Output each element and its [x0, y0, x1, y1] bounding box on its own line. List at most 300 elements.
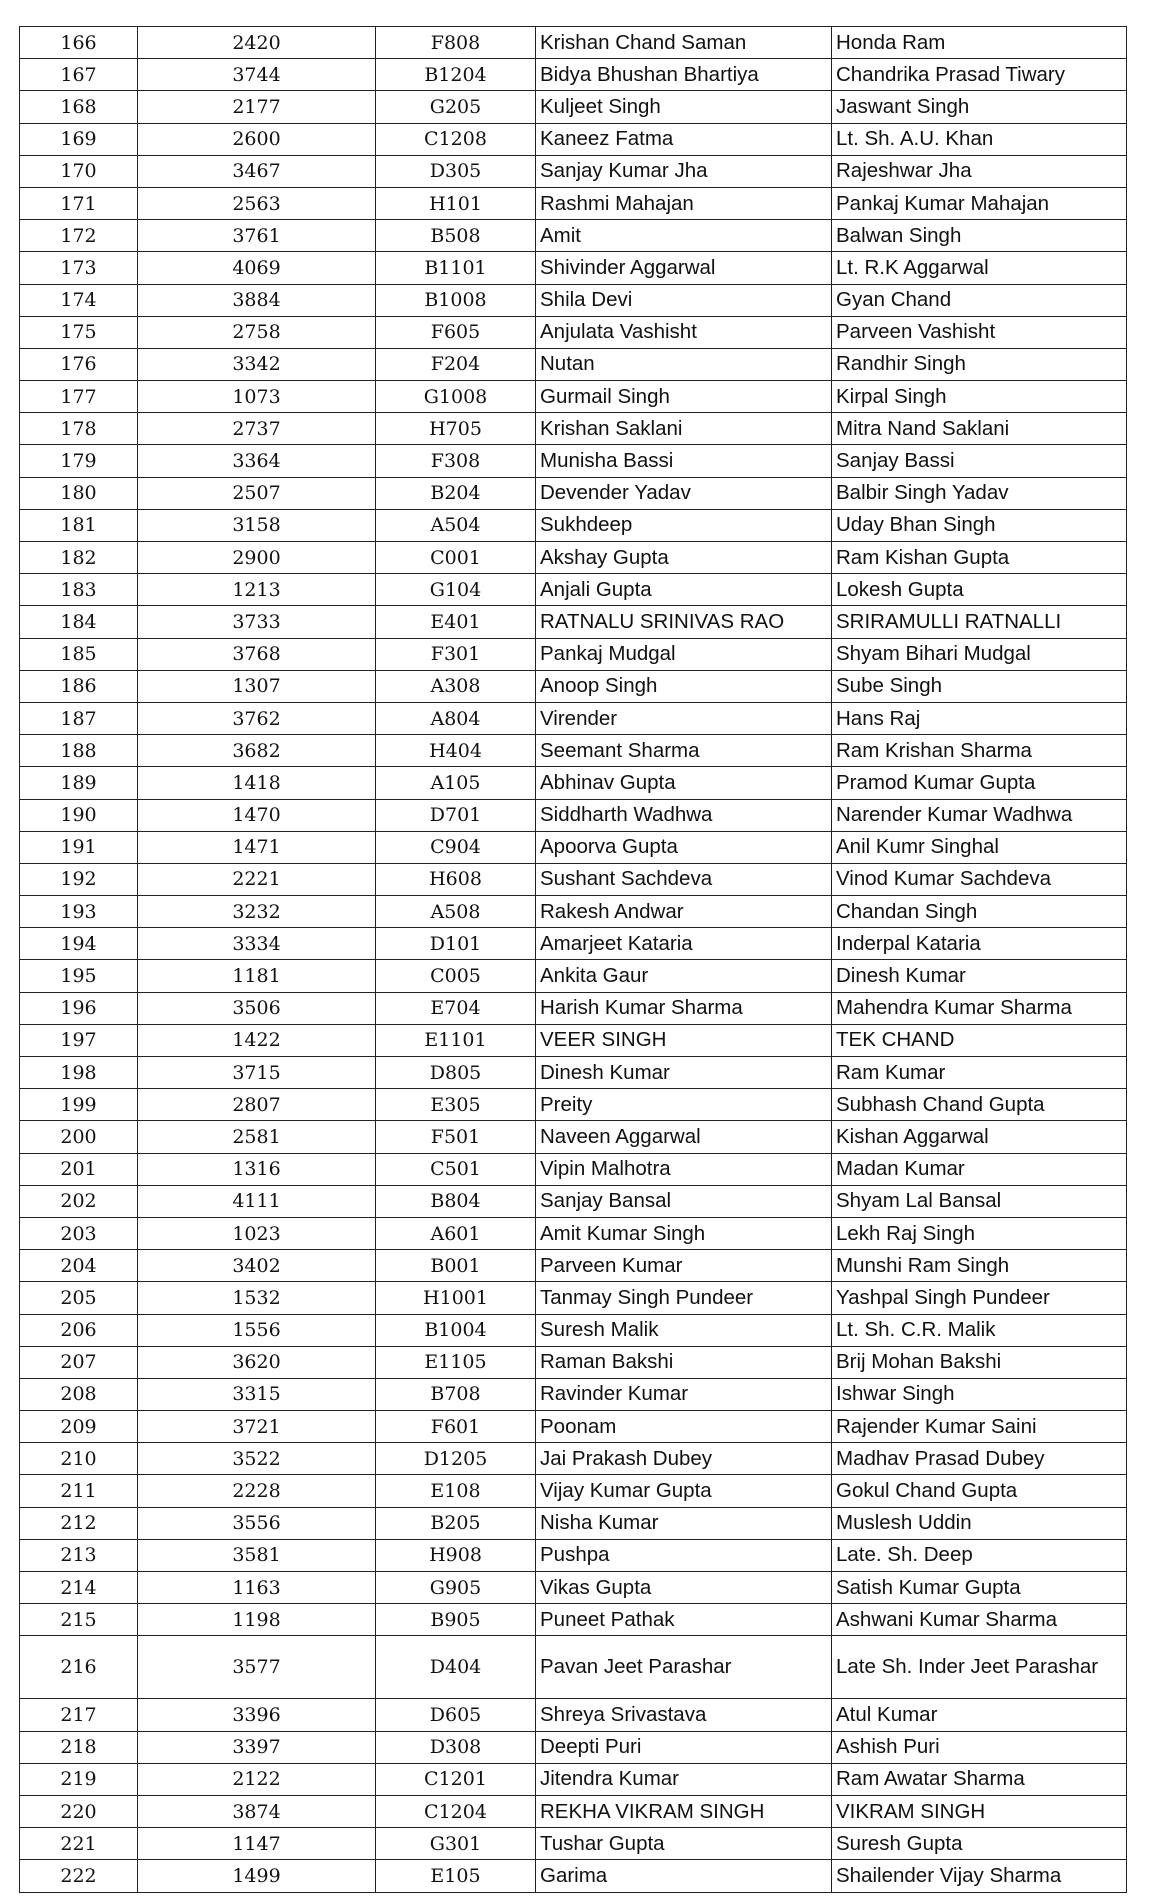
table-row [20, 348, 1127, 380]
serial-number-cell: 192 [20, 863, 138, 895]
flat-number-cell: E1101 [376, 1024, 536, 1056]
member-name-cell: Suresh Malik [536, 1314, 832, 1346]
serial-number-cell: 213 [20, 1539, 138, 1571]
flat-number-cell: F601 [376, 1411, 536, 1443]
member-list-table [19, 26, 1127, 1893]
table-row [20, 155, 1127, 187]
father-husband-name-cell: Shyam Bihari Mudgal [832, 638, 1127, 670]
table-row [20, 1604, 1127, 1636]
table-row [20, 1282, 1127, 1314]
father-husband-name-cell: Gokul Chand Gupta [832, 1475, 1127, 1507]
father-husband-name-cell: Rajeshwar Jha [832, 155, 1127, 187]
flat-number-cell: F808 [376, 27, 536, 59]
flat-number-cell: B1008 [376, 284, 536, 316]
table-row [20, 91, 1127, 123]
table-row [20, 1795, 1127, 1827]
table-row [20, 1217, 1127, 1249]
member-id-cell: 1073 [138, 381, 376, 413]
member-id-cell: 1556 [138, 1314, 376, 1346]
member-name-cell: Pushpa [536, 1539, 832, 1571]
serial-number-cell: 209 [20, 1411, 138, 1443]
serial-number-cell: 168 [20, 91, 138, 123]
table-row [20, 284, 1127, 316]
serial-number-cell: 207 [20, 1346, 138, 1378]
father-husband-name-cell: Kirpal Singh [832, 381, 1127, 413]
flat-number-cell: B905 [376, 1604, 536, 1636]
member-name-cell: Krishan Chand Saman [536, 27, 832, 59]
father-husband-name-cell: Chandan Singh [832, 896, 1127, 928]
serial-number-cell: 171 [20, 187, 138, 219]
serial-number-cell: 201 [20, 1153, 138, 1185]
flat-number-cell: B204 [376, 477, 536, 509]
flat-number-cell: D404 [376, 1636, 536, 1699]
flat-number-cell: H705 [376, 413, 536, 445]
member-name-cell: Shivinder Aggarwal [536, 252, 832, 284]
member-name-cell: Rakesh Andwar [536, 896, 832, 928]
flat-number-cell: H1001 [376, 1282, 536, 1314]
table-row [20, 831, 1127, 863]
father-husband-name-cell: Late Sh. Inder Jeet Parashar [832, 1636, 1127, 1699]
member-name-cell: Sanjay Bansal [536, 1185, 832, 1217]
member-id-cell: 1163 [138, 1572, 376, 1604]
serial-number-cell: 195 [20, 960, 138, 992]
flat-number-cell: B1004 [376, 1314, 536, 1346]
member-name-cell: Ravinder Kumar [536, 1378, 832, 1410]
member-id-cell: 3396 [138, 1699, 376, 1731]
flat-number-cell: C904 [376, 831, 536, 863]
serial-number-cell: 182 [20, 542, 138, 574]
table-row [20, 1443, 1127, 1475]
flat-number-cell: H908 [376, 1539, 536, 1571]
table-row [20, 992, 1127, 1024]
father-husband-name-cell: Parveen Vashisht [832, 316, 1127, 348]
member-id-cell: 3682 [138, 735, 376, 767]
serial-number-cell: 181 [20, 509, 138, 541]
member-id-cell: 3744 [138, 59, 376, 91]
serial-number-cell: 198 [20, 1057, 138, 1089]
table-row [20, 187, 1127, 219]
serial-number-cell: 183 [20, 574, 138, 606]
member-id-cell: 3733 [138, 606, 376, 638]
member-name-cell: Amit [536, 220, 832, 252]
table-row [20, 1699, 1127, 1731]
table-row [20, 702, 1127, 734]
father-husband-name-cell: Ram Kishan Gupta [832, 542, 1127, 574]
flat-number-cell: C001 [376, 542, 536, 574]
flat-number-cell: E305 [376, 1089, 536, 1121]
table-row [20, 1731, 1127, 1763]
member-id-cell: 3158 [138, 509, 376, 541]
flat-number-cell: B1101 [376, 252, 536, 284]
serial-number-cell: 187 [20, 702, 138, 734]
flat-number-cell: E401 [376, 606, 536, 638]
father-husband-name-cell: Anil Kumr Singhal [832, 831, 1127, 863]
member-name-cell: Jai Prakash Dubey [536, 1443, 832, 1475]
serial-number-cell: 172 [20, 220, 138, 252]
flat-number-cell: H101 [376, 187, 536, 219]
table-row [20, 1636, 1127, 1699]
flat-number-cell: E108 [376, 1475, 536, 1507]
serial-number-cell: 177 [20, 381, 138, 413]
table-row [20, 1057, 1127, 1089]
member-id-cell: 1471 [138, 831, 376, 863]
member-id-cell: 2221 [138, 863, 376, 895]
member-name-cell: VEER SINGH [536, 1024, 832, 1056]
flat-number-cell: G1008 [376, 381, 536, 413]
serial-number-cell: 221 [20, 1828, 138, 1860]
member-name-cell: Shila Devi [536, 284, 832, 316]
serial-number-cell: 175 [20, 316, 138, 348]
table-row [20, 735, 1127, 767]
table-row [20, 123, 1127, 155]
member-name-cell: Shreya Srivastava [536, 1699, 832, 1731]
member-id-cell: 3467 [138, 155, 376, 187]
flat-number-cell: D305 [376, 155, 536, 187]
flat-number-cell: E105 [376, 1860, 536, 1892]
serial-number-cell: 215 [20, 1604, 138, 1636]
member-name-cell: RATNALU SRINIVAS RAO [536, 606, 832, 638]
father-husband-name-cell: Ashish Puri [832, 1731, 1127, 1763]
table-row [20, 252, 1127, 284]
serial-number-cell: 178 [20, 413, 138, 445]
member-id-cell: 3581 [138, 1539, 376, 1571]
member-id-cell: 3768 [138, 638, 376, 670]
father-husband-name-cell: Pramod Kumar Gupta [832, 767, 1127, 799]
flat-number-cell: G104 [376, 574, 536, 606]
serial-number-cell: 212 [20, 1507, 138, 1539]
table-row [20, 413, 1127, 445]
serial-number-cell: 217 [20, 1699, 138, 1731]
father-husband-name-cell: Lokesh Gupta [832, 574, 1127, 606]
table-row [20, 1378, 1127, 1410]
member-name-cell: Nutan [536, 348, 832, 380]
flat-number-cell: B001 [376, 1250, 536, 1282]
serial-number-cell: 216 [20, 1636, 138, 1699]
member-id-cell: 1181 [138, 960, 376, 992]
member-id-cell: 3522 [138, 1443, 376, 1475]
table-row [20, 1121, 1127, 1153]
member-id-cell: 3884 [138, 284, 376, 316]
flat-number-cell: E704 [376, 992, 536, 1024]
member-name-cell: Sukhdeep [536, 509, 832, 541]
father-husband-name-cell: Shyam Lal Bansal [832, 1185, 1127, 1217]
father-husband-name-cell: Muslesh Uddin [832, 1507, 1127, 1539]
member-id-cell: 2737 [138, 413, 376, 445]
flat-number-cell: A105 [376, 767, 536, 799]
serial-number-cell: 206 [20, 1314, 138, 1346]
member-name-cell: Preity [536, 1089, 832, 1121]
member-id-cell: 2600 [138, 123, 376, 155]
flat-number-cell: D605 [376, 1699, 536, 1731]
member-id-cell: 3397 [138, 1731, 376, 1763]
member-name-cell: Siddharth Wadhwa [536, 799, 832, 831]
member-id-cell: 3874 [138, 1795, 376, 1827]
member-id-cell: 3761 [138, 220, 376, 252]
table-row [20, 1185, 1127, 1217]
flat-number-cell: F204 [376, 348, 536, 380]
serial-number-cell: 189 [20, 767, 138, 799]
father-husband-name-cell: Ram Kumar [832, 1057, 1127, 1089]
serial-number-cell: 208 [20, 1378, 138, 1410]
member-name-cell: Munisha Bassi [536, 445, 832, 477]
father-husband-name-cell: Late. Sh. Deep [832, 1539, 1127, 1571]
member-id-cell: 3721 [138, 1411, 376, 1443]
member-name-cell: Vipin Malhotra [536, 1153, 832, 1185]
father-husband-name-cell: Ashwani Kumar Sharma [832, 1604, 1127, 1636]
member-name-cell: Akshay Gupta [536, 542, 832, 574]
serial-number-cell: 193 [20, 896, 138, 928]
table-row [20, 1346, 1127, 1378]
flat-number-cell: C1208 [376, 123, 536, 155]
member-id-cell: 2420 [138, 27, 376, 59]
serial-number-cell: 203 [20, 1217, 138, 1249]
serial-number-cell: 210 [20, 1443, 138, 1475]
father-husband-name-cell: Rajender Kumar Saini [832, 1411, 1127, 1443]
member-id-cell: 1307 [138, 670, 376, 702]
member-name-cell: Sanjay Kumar Jha [536, 155, 832, 187]
father-husband-name-cell: Hans Raj [832, 702, 1127, 734]
father-husband-name-cell: Madhav Prasad Dubey [832, 1443, 1127, 1475]
father-husband-name-cell: Ram Awatar Sharma [832, 1763, 1127, 1795]
table-row [20, 509, 1127, 541]
member-id-cell: 3364 [138, 445, 376, 477]
member-name-cell: Gurmail Singh [536, 381, 832, 413]
father-husband-name-cell: Lekh Raj Singh [832, 1217, 1127, 1249]
serial-number-cell: 186 [20, 670, 138, 702]
father-husband-name-cell: Suresh Gupta [832, 1828, 1127, 1860]
father-husband-name-cell: Chandrika Prasad Tiwary [832, 59, 1127, 91]
table-row [20, 1024, 1127, 1056]
father-husband-name-cell: Pankaj Kumar Mahajan [832, 187, 1127, 219]
member-id-cell: 2758 [138, 316, 376, 348]
member-name-cell: Tanmay Singh Pundeer [536, 1282, 832, 1314]
member-id-cell: 1198 [138, 1604, 376, 1636]
member-name-cell: Rashmi Mahajan [536, 187, 832, 219]
flat-number-cell: B708 [376, 1378, 536, 1410]
father-husband-name-cell: Gyan Chand [832, 284, 1127, 316]
member-id-cell: 1422 [138, 1024, 376, 1056]
serial-number-cell: 180 [20, 477, 138, 509]
father-husband-name-cell: Madan Kumar [832, 1153, 1127, 1185]
flat-number-cell: D1205 [376, 1443, 536, 1475]
father-husband-name-cell: Sube Singh [832, 670, 1127, 702]
member-name-cell: Harish Kumar Sharma [536, 992, 832, 1024]
member-id-cell: 1023 [138, 1217, 376, 1249]
table-row [20, 960, 1127, 992]
table-row [20, 1572, 1127, 1604]
member-name-cell: Apoorva Gupta [536, 831, 832, 863]
father-husband-name-cell: TEK CHAND [832, 1024, 1127, 1056]
serial-number-cell: 170 [20, 155, 138, 187]
flat-number-cell: A504 [376, 509, 536, 541]
serial-number-cell: 202 [20, 1185, 138, 1217]
serial-number-cell: 205 [20, 1282, 138, 1314]
flat-number-cell: F501 [376, 1121, 536, 1153]
table-row [20, 928, 1127, 960]
flat-number-cell: C005 [376, 960, 536, 992]
flat-number-cell: D308 [376, 1731, 536, 1763]
table-row [20, 1507, 1127, 1539]
flat-number-cell: C1201 [376, 1763, 536, 1795]
serial-number-cell: 167 [20, 59, 138, 91]
member-name-cell: Kuljeet Singh [536, 91, 832, 123]
serial-number-cell: 185 [20, 638, 138, 670]
serial-number-cell: 166 [20, 27, 138, 59]
member-id-cell: 3577 [138, 1636, 376, 1699]
table-row [20, 316, 1127, 348]
table-row [20, 1539, 1127, 1571]
father-husband-name-cell: Brij Mohan Bakshi [832, 1346, 1127, 1378]
serial-number-cell: 204 [20, 1250, 138, 1282]
flat-number-cell: A508 [376, 896, 536, 928]
flat-number-cell: F605 [376, 316, 536, 348]
member-id-cell: 2807 [138, 1089, 376, 1121]
serial-number-cell: 196 [20, 992, 138, 1024]
table-row [20, 542, 1127, 574]
serial-number-cell: 199 [20, 1089, 138, 1121]
member-name-cell: Devender Yadav [536, 477, 832, 509]
father-husband-name-cell: Sanjay Bassi [832, 445, 1127, 477]
flat-number-cell: D101 [376, 928, 536, 960]
serial-number-cell: 179 [20, 445, 138, 477]
member-id-cell: 4111 [138, 1185, 376, 1217]
table-row [20, 445, 1127, 477]
table-row [20, 1828, 1127, 1860]
father-husband-name-cell: Satish Kumar Gupta [832, 1572, 1127, 1604]
table-row [20, 863, 1127, 895]
serial-number-cell: 188 [20, 735, 138, 767]
member-name-cell: Kaneez Fatma [536, 123, 832, 155]
member-name-cell: Parveen Kumar [536, 1250, 832, 1282]
member-id-cell: 3762 [138, 702, 376, 734]
father-husband-name-cell: Munshi Ram Singh [832, 1250, 1127, 1282]
member-id-cell: 1532 [138, 1282, 376, 1314]
member-name-cell: Seemant Sharma [536, 735, 832, 767]
serial-number-cell: 219 [20, 1763, 138, 1795]
father-husband-name-cell: Balbir Singh Yadav [832, 477, 1127, 509]
table-row [20, 606, 1127, 638]
father-husband-name-cell: Honda Ram [832, 27, 1127, 59]
father-husband-name-cell: Randhir Singh [832, 348, 1127, 380]
member-name-cell: Bidya Bhushan Bhartiya [536, 59, 832, 91]
serial-number-cell: 174 [20, 284, 138, 316]
flat-number-cell: B508 [376, 220, 536, 252]
member-name-cell: Anjulata Vashisht [536, 316, 832, 348]
table-row [20, 1314, 1127, 1346]
flat-number-cell: A308 [376, 670, 536, 702]
serial-number-cell: 218 [20, 1731, 138, 1763]
member-name-cell: Nisha Kumar [536, 1507, 832, 1539]
serial-number-cell: 184 [20, 606, 138, 638]
member-id-cell: 2507 [138, 477, 376, 509]
serial-number-cell: 222 [20, 1860, 138, 1892]
member-name-cell: Poonam [536, 1411, 832, 1443]
member-name-cell: Puneet Pathak [536, 1604, 832, 1636]
serial-number-cell: 194 [20, 928, 138, 960]
member-id-cell: 3232 [138, 896, 376, 928]
father-husband-name-cell: Yashpal Singh Pundeer [832, 1282, 1127, 1314]
table-row [20, 27, 1127, 59]
father-husband-name-cell: Lt. Sh. A.U. Khan [832, 123, 1127, 155]
table-row [20, 1763, 1127, 1795]
serial-number-cell: 176 [20, 348, 138, 380]
table-row [20, 799, 1127, 831]
serial-number-cell: 220 [20, 1795, 138, 1827]
member-id-cell: 1470 [138, 799, 376, 831]
flat-number-cell: H608 [376, 863, 536, 895]
serial-number-cell: 214 [20, 1572, 138, 1604]
flat-number-cell: C1204 [376, 1795, 536, 1827]
table-row [20, 1475, 1127, 1507]
father-husband-name-cell: Vinod Kumar Sachdeva [832, 863, 1127, 895]
member-id-cell: 1418 [138, 767, 376, 799]
member-id-cell: 3715 [138, 1057, 376, 1089]
flat-number-cell: G905 [376, 1572, 536, 1604]
member-name-cell: Garima [536, 1860, 832, 1892]
father-husband-name-cell: Subhash Chand Gupta [832, 1089, 1127, 1121]
member-name-cell: Vikas Gupta [536, 1572, 832, 1604]
member-name-cell: Jitendra Kumar [536, 1763, 832, 1795]
father-husband-name-cell: Jaswant Singh [832, 91, 1127, 123]
serial-number-cell: 169 [20, 123, 138, 155]
flat-number-cell: H404 [376, 735, 536, 767]
member-name-cell: Deepti Puri [536, 1731, 832, 1763]
member-name-cell: Anjali Gupta [536, 574, 832, 606]
member-id-cell: 1213 [138, 574, 376, 606]
member-id-cell: 1147 [138, 1828, 376, 1860]
father-husband-name-cell: Shailender Vijay Sharma [832, 1860, 1127, 1892]
father-husband-name-cell: Atul Kumar [832, 1699, 1127, 1731]
table-row [20, 670, 1127, 702]
member-id-cell: 2900 [138, 542, 376, 574]
father-husband-name-cell: SRIRAMULLI RATNALLI [832, 606, 1127, 638]
flat-number-cell: G301 [376, 1828, 536, 1860]
member-name-cell: Vijay Kumar Gupta [536, 1475, 832, 1507]
member-name-cell: Amarjeet Kataria [536, 928, 832, 960]
father-husband-name-cell: Lt. Sh. C.R. Malik [832, 1314, 1127, 1346]
flat-number-cell: B804 [376, 1185, 536, 1217]
member-id-cell: 1499 [138, 1860, 376, 1892]
father-husband-name-cell: VIKRAM SINGH [832, 1795, 1127, 1827]
father-husband-name-cell: Dinesh Kumar [832, 960, 1127, 992]
member-id-cell: 3315 [138, 1378, 376, 1410]
member-id-cell: 2122 [138, 1763, 376, 1795]
member-name-cell: Krishan Saklani [536, 413, 832, 445]
flat-number-cell: B1204 [376, 59, 536, 91]
serial-number-cell: 173 [20, 252, 138, 284]
member-name-cell: Abhinav Gupta [536, 767, 832, 799]
member-id-cell: 3402 [138, 1250, 376, 1282]
table-row [20, 574, 1127, 606]
member-name-cell: Virender [536, 702, 832, 734]
member-name-cell: Sushant Sachdeva [536, 863, 832, 895]
flat-number-cell: D701 [376, 799, 536, 831]
member-id-cell: 3342 [138, 348, 376, 380]
flat-number-cell: G205 [376, 91, 536, 123]
father-husband-name-cell: Narender Kumar Wadhwa [832, 799, 1127, 831]
member-name-cell: Naveen Aggarwal [536, 1121, 832, 1153]
flat-number-cell: E1105 [376, 1346, 536, 1378]
member-id-cell: 3334 [138, 928, 376, 960]
table-row [20, 1153, 1127, 1185]
serial-number-cell: 211 [20, 1475, 138, 1507]
member-name-cell: Pankaj Mudgal [536, 638, 832, 670]
table-row [20, 477, 1127, 509]
table-body [20, 27, 1127, 1893]
member-id-cell: 2563 [138, 187, 376, 219]
flat-number-cell: A601 [376, 1217, 536, 1249]
member-id-cell: 2177 [138, 91, 376, 123]
